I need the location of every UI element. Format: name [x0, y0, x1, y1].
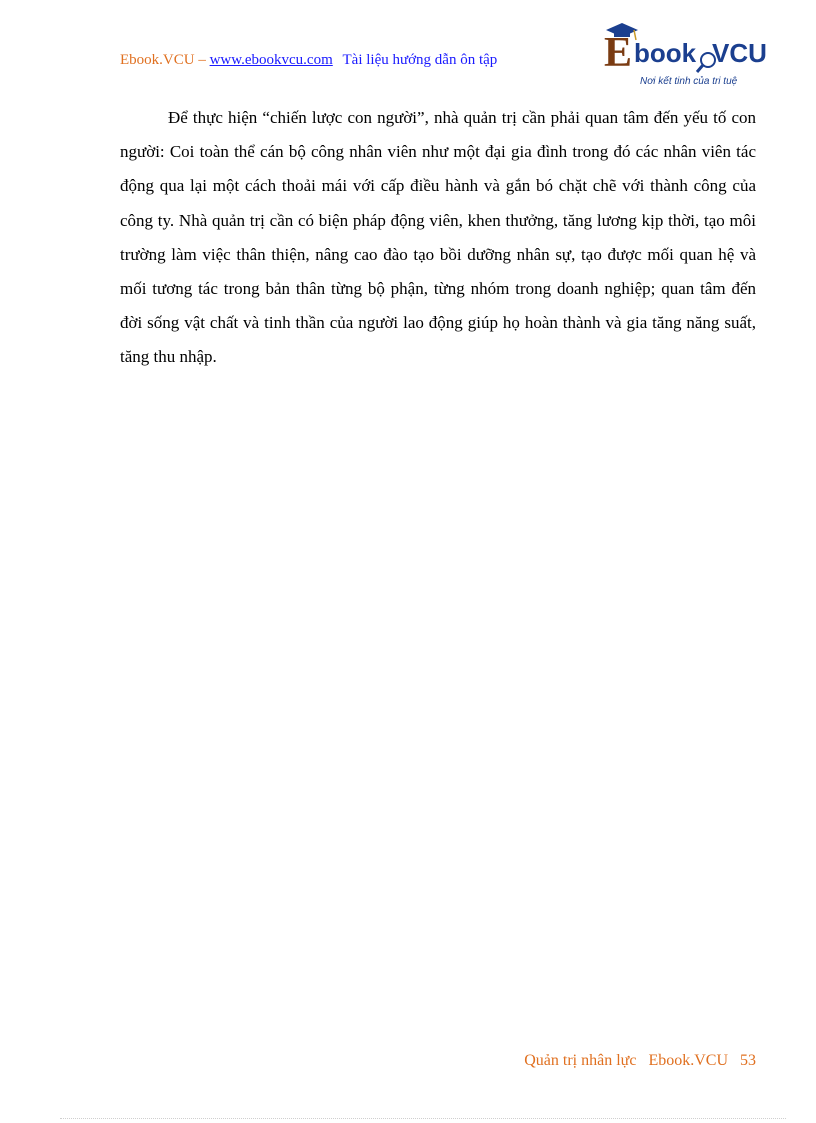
page-bottom-divider: [60, 1118, 786, 1119]
logo-word-book: book: [634, 38, 697, 68]
page-footer: [524, 1052, 756, 1070]
footer-brand: Ebook.VCU: [648, 1052, 728, 1069]
page-header: [120, 52, 497, 69]
logo-tagline: Nơi kết tinh của tri tuệ: [640, 76, 738, 87]
footer-subject: Quản trị nhân lực: [524, 1052, 637, 1069]
header-subtitle: Tài liệu hướng dẫn ôn tập: [342, 52, 498, 68]
page-number: 53: [740, 1052, 756, 1069]
paragraph: Để thực hiện “chiến lược con người”, nhà quản trị cần phải quan tâm đến yếu tố con người: Coi toàn thể cán bộ công nhân viên như một đại gia đình trong đó các nhân viên tác động qua lại một cách thoải mái với cấp điều hành và gắn bó chặt chẽ với thành công của công ty. Nhà quản trị cần có biện pháp động viên, khen thưởng, tăng lương kịp thời, tạo môi trường làm việc thân thiện, nâng cao đào tạo bồi dưỡng nhân sự, tạo được mối quan hệ và mối tương tác trong bản thân từng bộ phận, từng nhóm trong doanh nghiệp; quan tâm đến đời sống vật chất và tinh thần của người lao động giúp họ hoàn thành và gia tăng năng suất, tăng thu nhập.: [120, 108, 756, 367]
logo-word-vcu: VCU: [712, 38, 767, 68]
header-website-link[interactable]: www.ebookvcu.com: [209, 52, 333, 68]
logo-letter-e: E: [604, 30, 633, 76]
document-body: [120, 101, 756, 375]
header-brand: Ebook.VCU: [120, 52, 195, 68]
header-dash: –: [198, 52, 206, 68]
ebook-vcu-logo: [600, 18, 780, 90]
